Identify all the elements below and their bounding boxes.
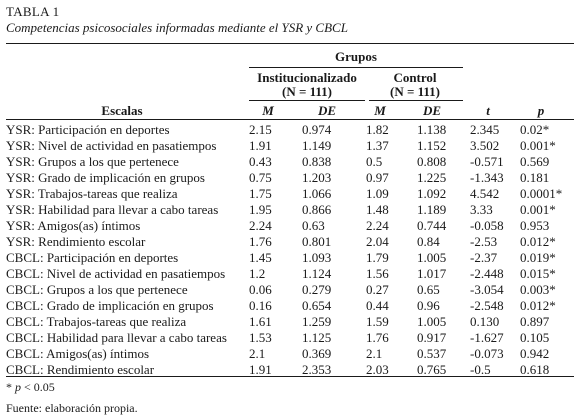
cell-p: 0.02* [520, 122, 550, 137]
cell-m1: 1.91 [249, 362, 272, 377]
cell-p: 0.618 [520, 362, 550, 377]
cell-t: -2.548 [470, 298, 504, 313]
cell-t: 3.33 [470, 202, 493, 217]
cell-de2: 1.189 [417, 202, 447, 217]
cell-de1: 0.801 [302, 234, 332, 249]
cell-m2: 0.27 [366, 282, 389, 297]
cell-t: -1.343 [470, 170, 504, 185]
row-label: YSR: Rendimiento escolar [6, 234, 146, 249]
cell-de2: 0.765 [417, 362, 447, 377]
cell-p: 0.897 [520, 314, 550, 329]
cell-p: 0.105 [520, 330, 550, 345]
subgroup-underline-1 [249, 100, 365, 101]
footnote [6, 380, 55, 395]
table-subtitle: Competencias psicosociales informadas mediante el YSR y CBCL [6, 20, 348, 35]
cell-t: -1.627 [470, 330, 504, 345]
cell-t: 4.542 [470, 186, 500, 201]
cell-de1: 2.353 [302, 362, 332, 377]
cell-de1: 1.203 [302, 170, 332, 185]
group2-n: (N = 111) [389, 84, 441, 99]
row-label: YSR: Trabajos-tareas que realiza [6, 186, 178, 201]
subgroup-underline-2 [369, 100, 463, 101]
cell-de2: 0.537 [417, 346, 447, 361]
row-label: YSR: Grado de implicación en grupos [6, 170, 205, 185]
cell-p: 0.012* [520, 298, 556, 313]
cell-de2: 1.005 [417, 314, 447, 329]
cell-de1: 1.066 [302, 186, 332, 201]
footnote-text: * p < 0.05 [6, 380, 55, 394]
col-header-de1: DE [317, 103, 337, 118]
table-title: TABLA 1 [6, 4, 60, 19]
cell-de1: 1.125 [302, 330, 332, 345]
cell-p: 0.001* [520, 138, 556, 153]
cell-t: -0.571 [470, 154, 504, 169]
cell-m2: 2.04 [366, 234, 389, 249]
cell-de2: 1.225 [417, 170, 447, 185]
cell-m2: 1.09 [366, 186, 389, 201]
cell-p: 0.0001* [520, 186, 563, 201]
cell-t: -0.5 [470, 362, 491, 377]
cell-de1: 0.654 [302, 298, 332, 313]
cell-p: 0.569 [520, 154, 550, 169]
cell-p: 0.003* [520, 282, 556, 297]
cell-m1: 1.2 [249, 266, 266, 281]
cell-m1: 1.91 [249, 138, 272, 153]
top-rule [6, 43, 574, 44]
header-rule [6, 119, 574, 120]
cell-m1: 0.43 [249, 154, 272, 169]
cell-t: -3.054 [470, 282, 504, 297]
cell-m1: 0.75 [249, 170, 272, 185]
cell-m1: 1.53 [249, 330, 272, 345]
cell-m2: 0.44 [366, 298, 389, 313]
cell-t: 0.130 [470, 314, 500, 329]
cell-m2: 2.24 [366, 218, 389, 233]
row-label: CBCL: Grado de implicación en grupos [6, 298, 214, 313]
cell-de1: 1.149 [302, 138, 332, 153]
cell-m1: 0.16 [249, 298, 272, 313]
cell-de2: 0.84 [417, 234, 440, 249]
cell-m2: 0.97 [366, 170, 389, 185]
cell-de2: 0.96 [417, 298, 440, 313]
cell-p: 0.001* [520, 202, 556, 217]
cell-m1: 1.95 [249, 202, 272, 217]
cell-de1: 0.974 [302, 122, 332, 137]
row-label: CBCL: Rendimiento escolar [6, 362, 155, 377]
cell-m2: 1.56 [366, 266, 389, 281]
cell-m1: 1.45 [249, 250, 272, 265]
cell-de2: 1.092 [417, 186, 447, 201]
row-label: CBCL: Nivel de actividad en pasatiempos [6, 266, 226, 281]
cell-m1: 1.75 [249, 186, 272, 201]
cell-de2: 1.005 [417, 250, 447, 265]
cell-m2: 2.1 [366, 346, 383, 361]
cell-t: 3.502 [470, 138, 500, 153]
row-label: YSR: Grupos a los que pertenece [6, 154, 179, 169]
cell-m1: 2.1 [249, 346, 266, 361]
cell-m2: 1.76 [366, 330, 389, 345]
col-header-de2: DE [422, 103, 442, 118]
cell-de2: 1.138 [417, 122, 447, 137]
row-label: YSR: Amigos(as) íntimos [6, 218, 141, 233]
cell-m2: 2.03 [366, 362, 389, 377]
row-label: CBCL: Habilidad para llevar a cabo tareas [6, 330, 227, 345]
cell-de2: 1.017 [417, 266, 447, 281]
group2-name: Control [393, 70, 437, 85]
group1-n: (N = 111) [281, 84, 333, 99]
cell-p: 0.012* [520, 234, 556, 249]
cell-de2: 0.917 [417, 330, 447, 345]
row-label: CBCL: Participación en deportes [6, 250, 179, 265]
row-label: YSR: Participación en deportes [6, 122, 170, 137]
cell-m2: 0.5 [366, 154, 383, 169]
cell-m2: 1.79 [366, 250, 389, 265]
cell-m2: 1.82 [366, 122, 389, 137]
bottom-rule [6, 376, 574, 377]
col-header-escalas: Escalas [101, 103, 143, 118]
cell-m1: 0.06 [249, 282, 272, 297]
cell-t: -0.058 [470, 218, 504, 233]
cell-m1: 2.24 [249, 218, 272, 233]
cell-p: 0.015* [520, 266, 556, 281]
cell-t: -2.448 [470, 266, 504, 281]
row-label: YSR: Habilidad para llevar a cabo tareas [6, 202, 219, 217]
cell-m1: 1.61 [249, 314, 272, 329]
row-label: CBCL: Amigos(as) íntimos [6, 346, 150, 361]
cell-de1: 1.093 [302, 250, 332, 265]
col-header-m1: M [262, 103, 274, 118]
col-header-p: p [537, 103, 545, 118]
row-label: CBCL: Grupos a los que pertenece [6, 282, 188, 297]
cell-de1: 0.63 [302, 218, 325, 233]
cell-m2: 1.59 [366, 314, 389, 329]
group-underline [249, 67, 463, 68]
cell-de2: 1.152 [417, 138, 447, 153]
cell-t: 2.345 [470, 122, 500, 137]
row-label: YSR: Nivel de actividad en pasatiempos [6, 138, 217, 153]
cell-de2: 0.808 [417, 154, 447, 169]
row-label: CBCL: Trabajos-tareas que realiza [6, 314, 187, 329]
group1-name: Institucionalizado [257, 70, 357, 85]
cell-de2: 0.744 [417, 218, 447, 233]
cell-p: 0.019* [520, 250, 556, 265]
cell-p: 0.181 [520, 170, 550, 185]
cell-m2: 1.48 [366, 202, 389, 217]
cell-p: 0.953 [520, 218, 550, 233]
cell-t: -2.37 [470, 250, 498, 265]
cell-de1: 1.124 [302, 266, 332, 281]
cell-de1: 0.369 [302, 346, 332, 361]
cell-de1: 0.866 [302, 202, 332, 217]
cell-t: -2.53 [470, 234, 498, 249]
cell-de1: 0.838 [302, 154, 332, 169]
col-header-t: t [486, 103, 490, 118]
cell-m1: 1.76 [249, 234, 272, 249]
cell-p: 0.942 [520, 346, 550, 361]
cell-t: -0.073 [470, 346, 504, 361]
cell-m1: 2.15 [249, 122, 272, 137]
cell-m2: 1.37 [366, 138, 389, 153]
cell-de1: 1.259 [302, 314, 332, 329]
cell-de1: 0.279 [302, 282, 332, 297]
cell-de2: 0.65 [417, 282, 440, 297]
col-header-m2: M [374, 103, 386, 118]
source-note: Fuente: elaboración propia. [6, 401, 138, 415]
group-header: Grupos [335, 49, 377, 64]
